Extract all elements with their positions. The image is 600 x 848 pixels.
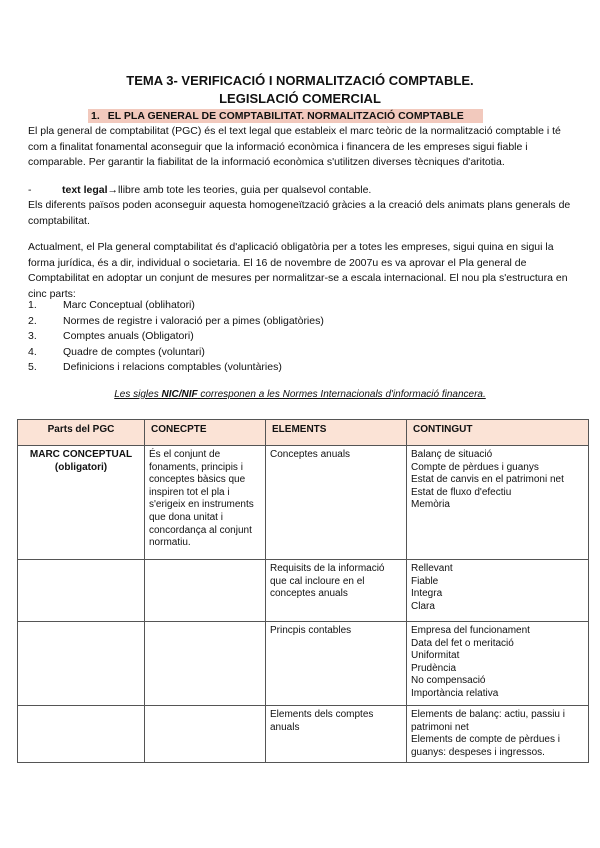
list-item	[28, 360, 324, 376]
table-row	[18, 622, 589, 706]
list-item-text: Quadre de comptes (voluntari)	[63, 345, 205, 358]
cell-concept: És el conjunt de fonaments, principis i conceptes bàsics que inspiren tot el pla i s'erigeix en instruments que dona unitat i concordança al conjunt normatiu.	[145, 446, 266, 560]
cell-part-empty	[18, 622, 145, 706]
cell-element: Elements dels comptes anuals	[266, 706, 407, 763]
content-line: Elements de balanç: actiu, passiu i patrimoni net	[411, 709, 565, 733]
cell-part-empty	[18, 560, 145, 622]
section-heading	[88, 109, 483, 123]
cell-element: Princpis contables	[266, 622, 407, 706]
content-line: Compte de pèrdues i guanys	[411, 461, 539, 473]
content-line: Elements de compte de pèrdues i guanys: despeses i ingressos.	[411, 734, 560, 758]
paragraph-homogenization: Els diferents països poden aconseguir aquesta homogeneïtzació gràcies a la creació dels animats plans generals de comptabilitat.	[28, 199, 571, 227]
cell-element: Requisits de la informació que cal incloure en el conceptes anuals	[266, 560, 407, 622]
part-name: MARC CONCEPTUAL	[29, 449, 133, 460]
list-item-text: Definicions i relacions comptables (voluntàries)	[63, 361, 282, 373]
content-line: No compensació	[411, 675, 486, 687]
list-item-number: 2.	[28, 314, 37, 327]
section-heading-text: EL PLA GENERAL DE COMPTABILITAT. NORMALITZACIÓ COMPTABLE	[107, 110, 464, 122]
list-item-text: Comptes anuals (Obligatori)	[63, 330, 194, 342]
cell-content	[407, 446, 589, 560]
part-sub: (obligatori)	[54, 461, 108, 473]
list-item	[28, 298, 324, 314]
content-line: Fiable	[411, 575, 439, 587]
list-item-number: 1.	[28, 299, 37, 311]
content-line: Integra	[411, 588, 443, 600]
header-concept: CONECPTE	[145, 420, 266, 446]
note-acronym: NIC/NIF	[161, 389, 198, 400]
paragraph-pgc-definition: El pla general de comptabilitat (PGC) és el text legal que estableix el marc teòric de la normalització comptable i té com a finalitat fonamental aconseguir que la informació econòmica i financera de les empreses sigui fiable i comparable. Per garantir la fiabilitat de la informació econòmica s'utilitzen diverses tècniques d'aritotia.	[28, 125, 561, 168]
list-item	[28, 314, 324, 330]
dash-bullet: -	[28, 184, 32, 196]
list-item	[28, 345, 324, 361]
table-header-row	[18, 420, 589, 446]
content-line: Prudència	[411, 662, 457, 674]
cell-concept-empty	[145, 706, 266, 763]
cell-content	[407, 622, 589, 706]
cell-content	[407, 560, 589, 622]
header-parts: Parts del PGC	[18, 420, 145, 446]
cell-element: Conceptes anuals	[266, 446, 407, 560]
content-line: Rellevant	[411, 563, 453, 574]
list-item-text: Normes de registre i valoració per a pimes (obligatòries)	[63, 314, 324, 327]
content-line: Importància relativa	[411, 687, 499, 699]
header-content: CONTINGUT	[407, 420, 589, 446]
content-line: Balanç de situació	[411, 449, 493, 460]
dash-rest-text: →llibre amb tote les teories, guia per qualsevol contable.	[107, 184, 372, 196]
header-elements: ELEMENTS	[266, 420, 407, 446]
content-line: Empresa del funcionament	[411, 625, 530, 636]
content-line: Estat de fluxo d'efectiu	[411, 486, 512, 498]
content-line: Uniformitat	[411, 650, 460, 662]
note-pre: Les sigles	[114, 389, 162, 400]
content-line: Clara	[411, 600, 435, 612]
acronym-note	[0, 388, 600, 401]
dash-list-item	[28, 183, 573, 199]
list-item-number: 4.	[28, 345, 37, 358]
content-line: Data del fet o meritació	[411, 637, 514, 649]
cell-part-empty	[18, 706, 145, 763]
section-number: 1.	[91, 110, 100, 122]
dash-bold-term: text legal	[62, 184, 108, 196]
list-item-text: Marc Conceptual (oblihatori)	[63, 299, 195, 311]
list-item	[28, 329, 324, 345]
page-title-line-1: TEMA 3- VERIFICACIÓ I NORMALITZACIÓ COMPTABLE.	[126, 73, 474, 88]
list-item-number: 5.	[28, 361, 37, 373]
content-line: Estat de canvis en el patrimoni net	[411, 474, 564, 486]
pgc-parts-table	[17, 419, 589, 763]
cell-content	[407, 706, 589, 763]
cell-concept-empty	[145, 622, 266, 706]
table-row	[18, 706, 589, 763]
list-item-number: 3.	[28, 330, 37, 342]
table-row	[18, 560, 589, 622]
table-row	[18, 446, 589, 560]
cell-concept-empty	[145, 560, 266, 622]
page-title-line-2: LEGISLACIÓ COMERCIAL	[219, 91, 381, 106]
paragraph-current-pgc: Actualment, el Pla general comptabilitat és d'aplicació obligatòria per a totes les empreses, sigui quina en sigui la forma jurídica, és a dir, individual o societaria. El 16 de novembre de 2007u es va aprovar el Pla general de Comptabilitat en adoptar un conjunt de mesures per normalitzar-se a escala internacional. El nou pla s'estructura en cinc parts:	[28, 241, 568, 300]
note-post: corresponen a les Normes Internacionals d'informació financera.	[197, 389, 486, 400]
parts-list	[28, 298, 324, 376]
cell-part	[18, 446, 145, 560]
content-line: Memòria	[411, 499, 450, 511]
